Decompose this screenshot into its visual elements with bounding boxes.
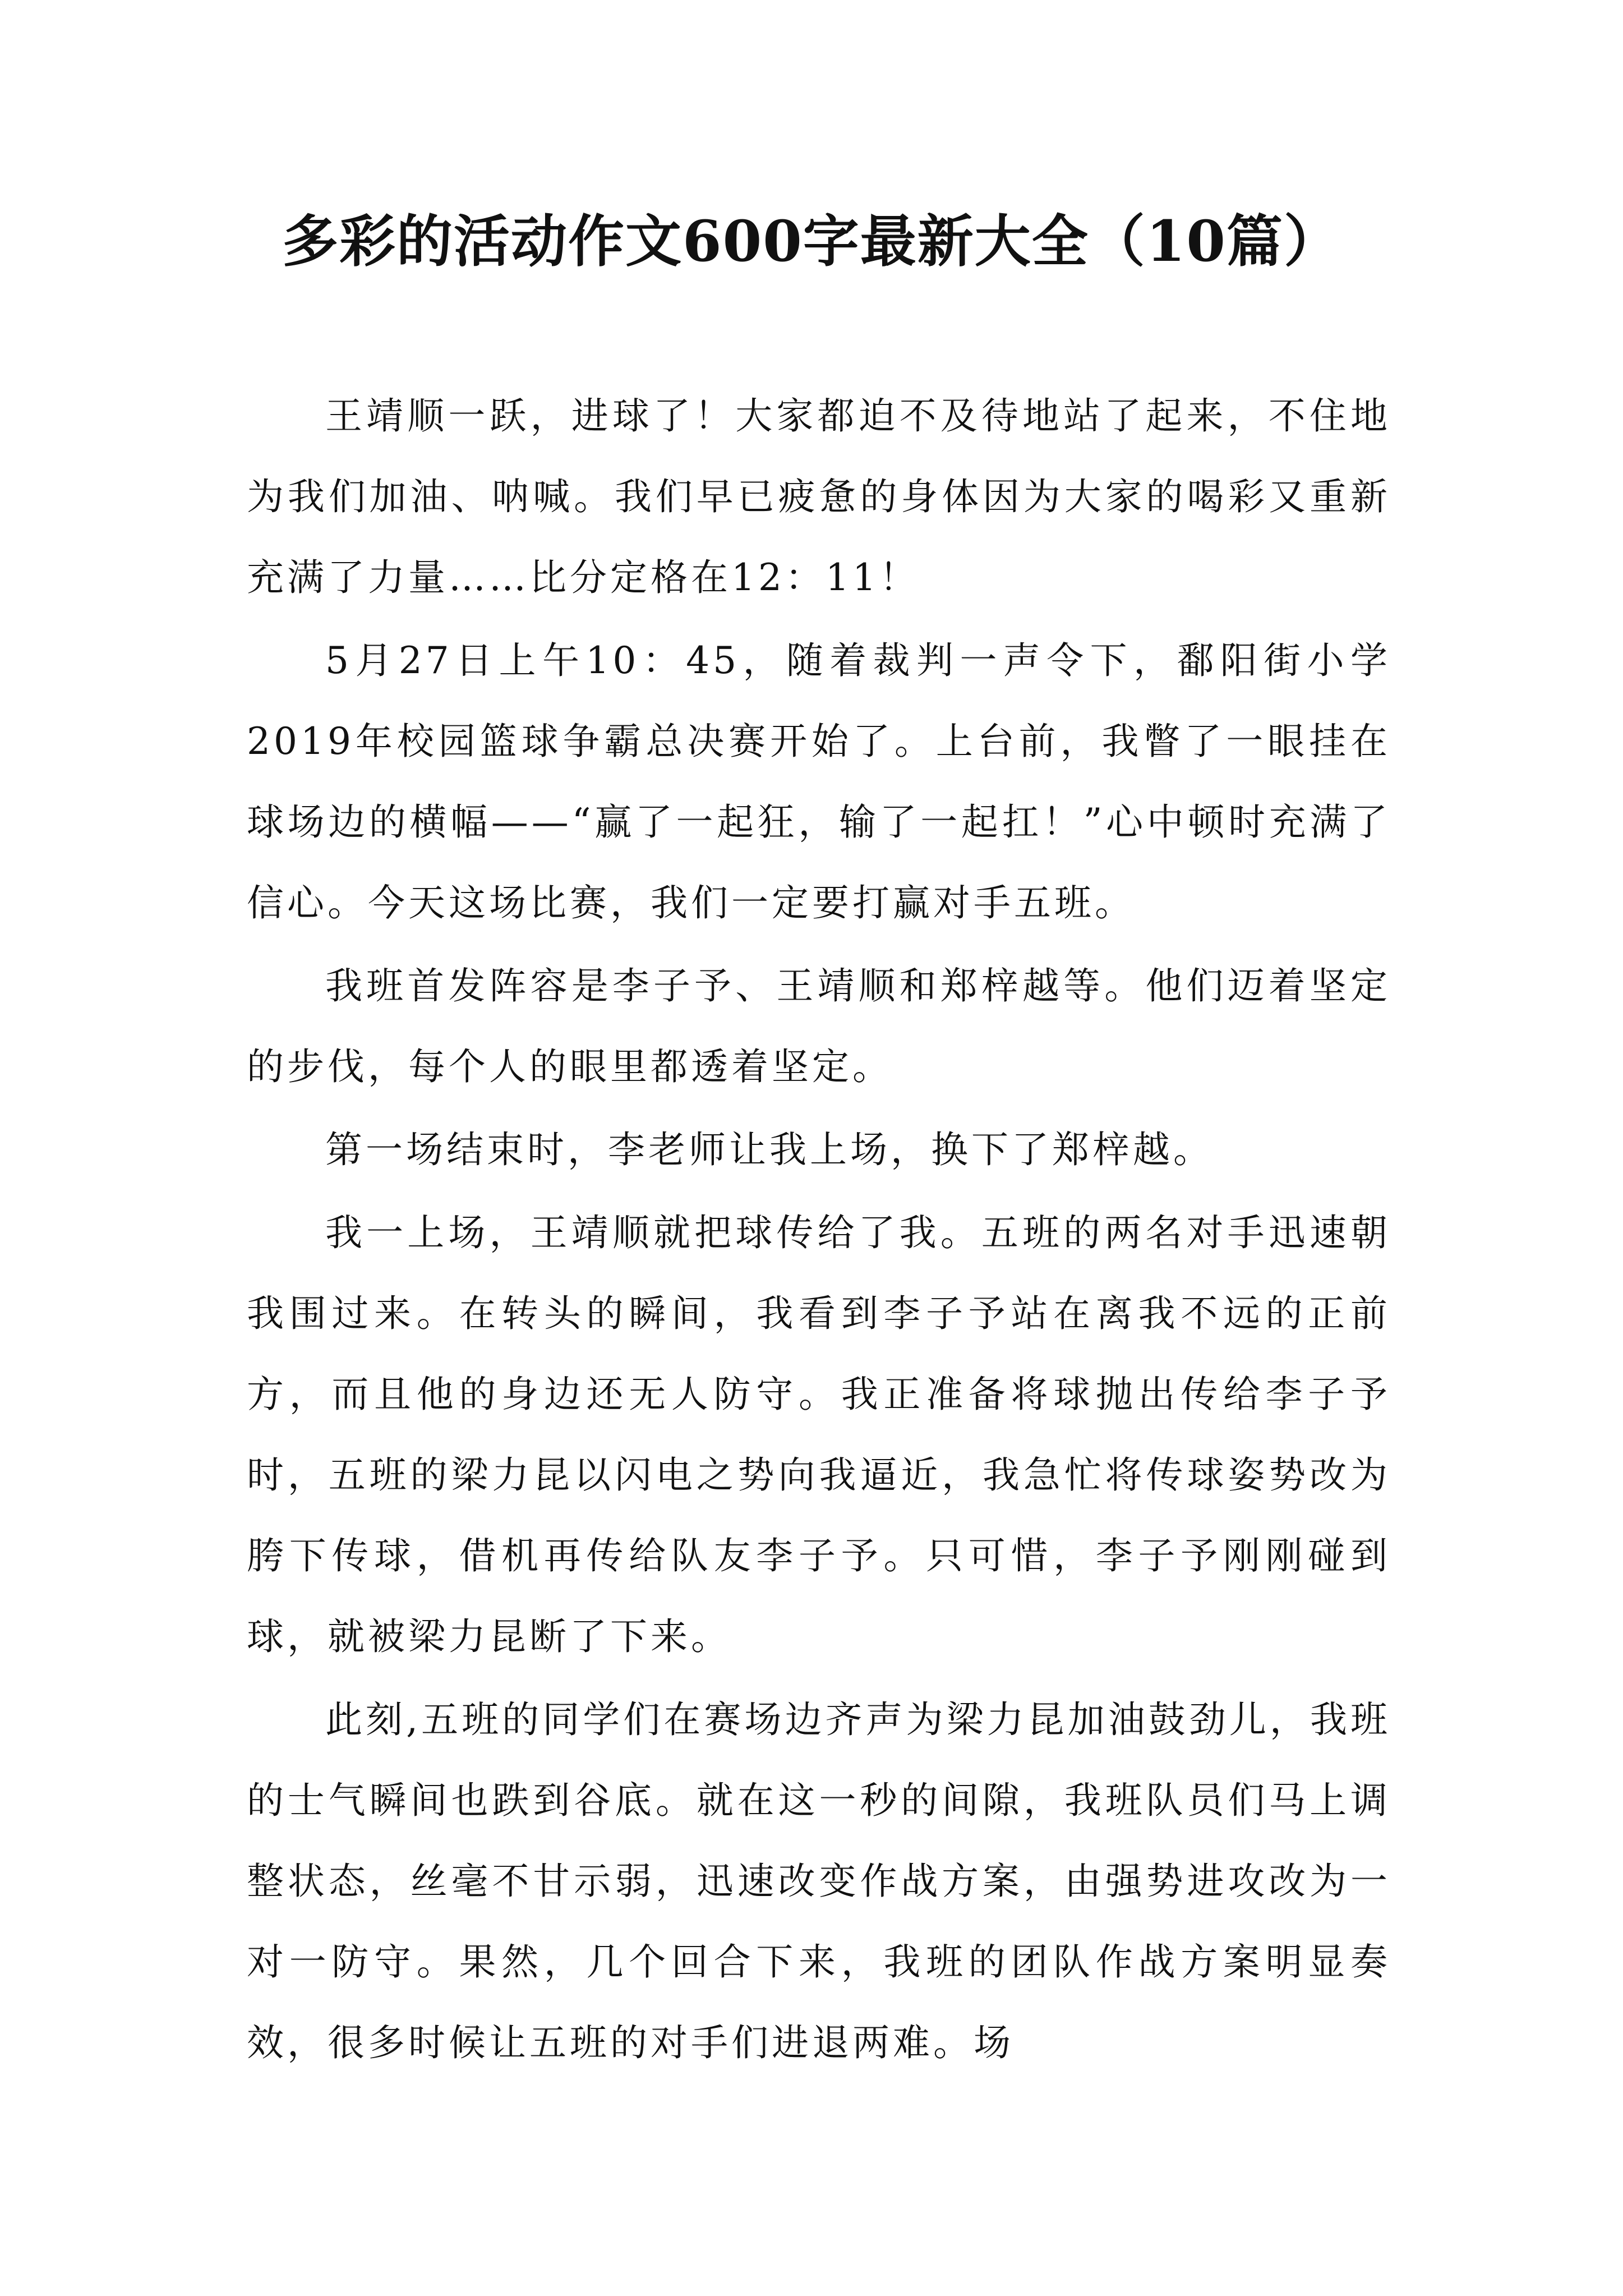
paragraph: 此刻,五班的同学们在赛场边齐声为梁力昆加油鼓劲儿，我班的士气瞬间也跌到谷底。就在这一秒的间隙，我班队员们马上调整状态，丝毫不甘示弱，迅速改变作战方案，由强势进攻改为一对一防守。果然，几个回合下来，我班的团队作战方案明显奏效，很多时候让五班的对手们进退两难。场 bbox=[247, 1698, 1391, 2064]
paragraph: 我班首发阵容是李子予、王靖顺和郑梓越等。他们迈着坚定的步伐，每个人的眼里都透着坚定。 bbox=[247, 964, 1391, 1088]
document-title: 多彩的活动作文600字最新大全（10篇） bbox=[282, 208, 1341, 274]
paragraph: 王靖顺一跃，进球了！大家都迫不及待地站了起来，不住地为我们加油、呐喊。我们早已疲惫的身体因为大家的喝彩又重新充满了力量……比分定格在12：11！ bbox=[247, 394, 1391, 599]
paragraph: 5月27日上午10：45，随着裁判一声令下，鄱阳街小学2019年校园篮球争霸总决赛开始了。上台前，我瞥了一眼挂在球场边的横幅——“赢了一起狂，输了一起扛！”心中顿时充满了信心。今天这场比赛，我们一定要打赢对手五班。 bbox=[247, 639, 1391, 924]
paragraph: 第一场结束时，李老师让我上场，换下了郑梓越。 bbox=[325, 1128, 1214, 1171]
paragraph: 我一上场，王靖顺就把球传给了我。五班的两名对手迅速朝我围过来。在转头的瞬间，我看到李子予站在离我不远的正前方，而且他的身边还无人防守。我正准备将球抛出传给李子予时，五班的梁力昆以闪电之势向我逼近，我急忙将传球姿势改为胯下传球，借机再传给队友李子予。只可惜，李子予刚刚碰到球，就被梁力昆断了下来。 bbox=[247, 1211, 1391, 1658]
document-body bbox=[247, 376, 1391, 2083]
